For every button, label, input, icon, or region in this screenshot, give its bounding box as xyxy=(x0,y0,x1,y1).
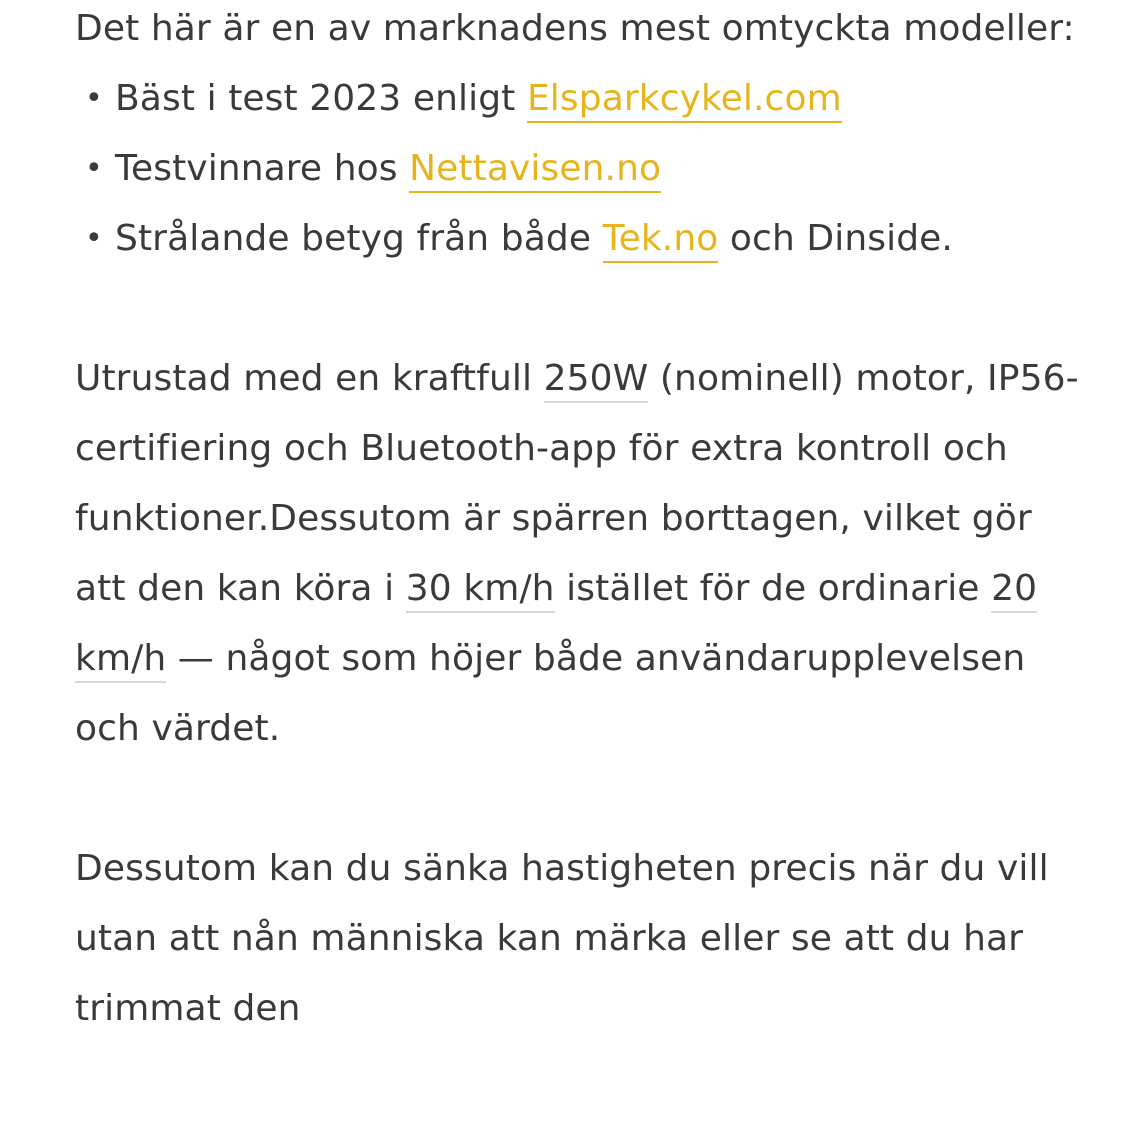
paragraph-spacer xyxy=(75,274,1085,344)
tekno-link[interactable]: Tek.no xyxy=(603,218,719,263)
speed-new-value[interactable]: 30 km/h xyxy=(406,568,555,613)
article-body xyxy=(75,0,1085,1044)
paragraph-spacer xyxy=(75,764,1085,834)
list-item xyxy=(75,64,1085,134)
power-value[interactable]: 250W xyxy=(544,358,649,403)
specs-text: Utrustad med en kraftfull xyxy=(75,358,544,399)
specs-text: istället för de ordinarie xyxy=(554,568,992,609)
specs-paragraph xyxy=(75,344,1085,764)
list-item xyxy=(75,204,1085,274)
intro-text: Det här är en av marknadens mest omtyckta modeller: xyxy=(75,8,1075,49)
list-item-text: Testvinnare hos xyxy=(115,148,410,189)
list-item-text-suffix: och Dinside. xyxy=(718,218,953,259)
elsparkcykel-link[interactable]: Elsparkcykel.com xyxy=(527,78,842,123)
bullet-icon: • xyxy=(85,221,103,256)
specs-text: — något som höjer både användarupplevelsen och värdet. xyxy=(75,638,1026,749)
closing-paragraph: Dessutom kan du sänka hastigheten precis när du vill utan att nån människa kan märka eller se att du har trimmat den xyxy=(75,848,1049,1029)
list-item-text: Bäst i test 2023 enligt xyxy=(115,78,527,119)
speed-old-value[interactable]: 20 km/h xyxy=(75,568,1037,683)
bullet-icon: • xyxy=(85,81,103,116)
specs-text: (nominell) motor, IP56-certifiering och Bluetooth-app för extra kontroll och funktioner.Dessutom är spärren borttagen, vilket gör att den kan köra i xyxy=(75,358,1079,609)
nettavisen-link[interactable]: Nettavisen.no xyxy=(409,148,661,193)
award-list xyxy=(75,64,1085,274)
bullet-icon: • xyxy=(85,151,103,186)
list-item xyxy=(75,134,1085,204)
list-item-text: Strålande betyg från både xyxy=(115,218,603,259)
